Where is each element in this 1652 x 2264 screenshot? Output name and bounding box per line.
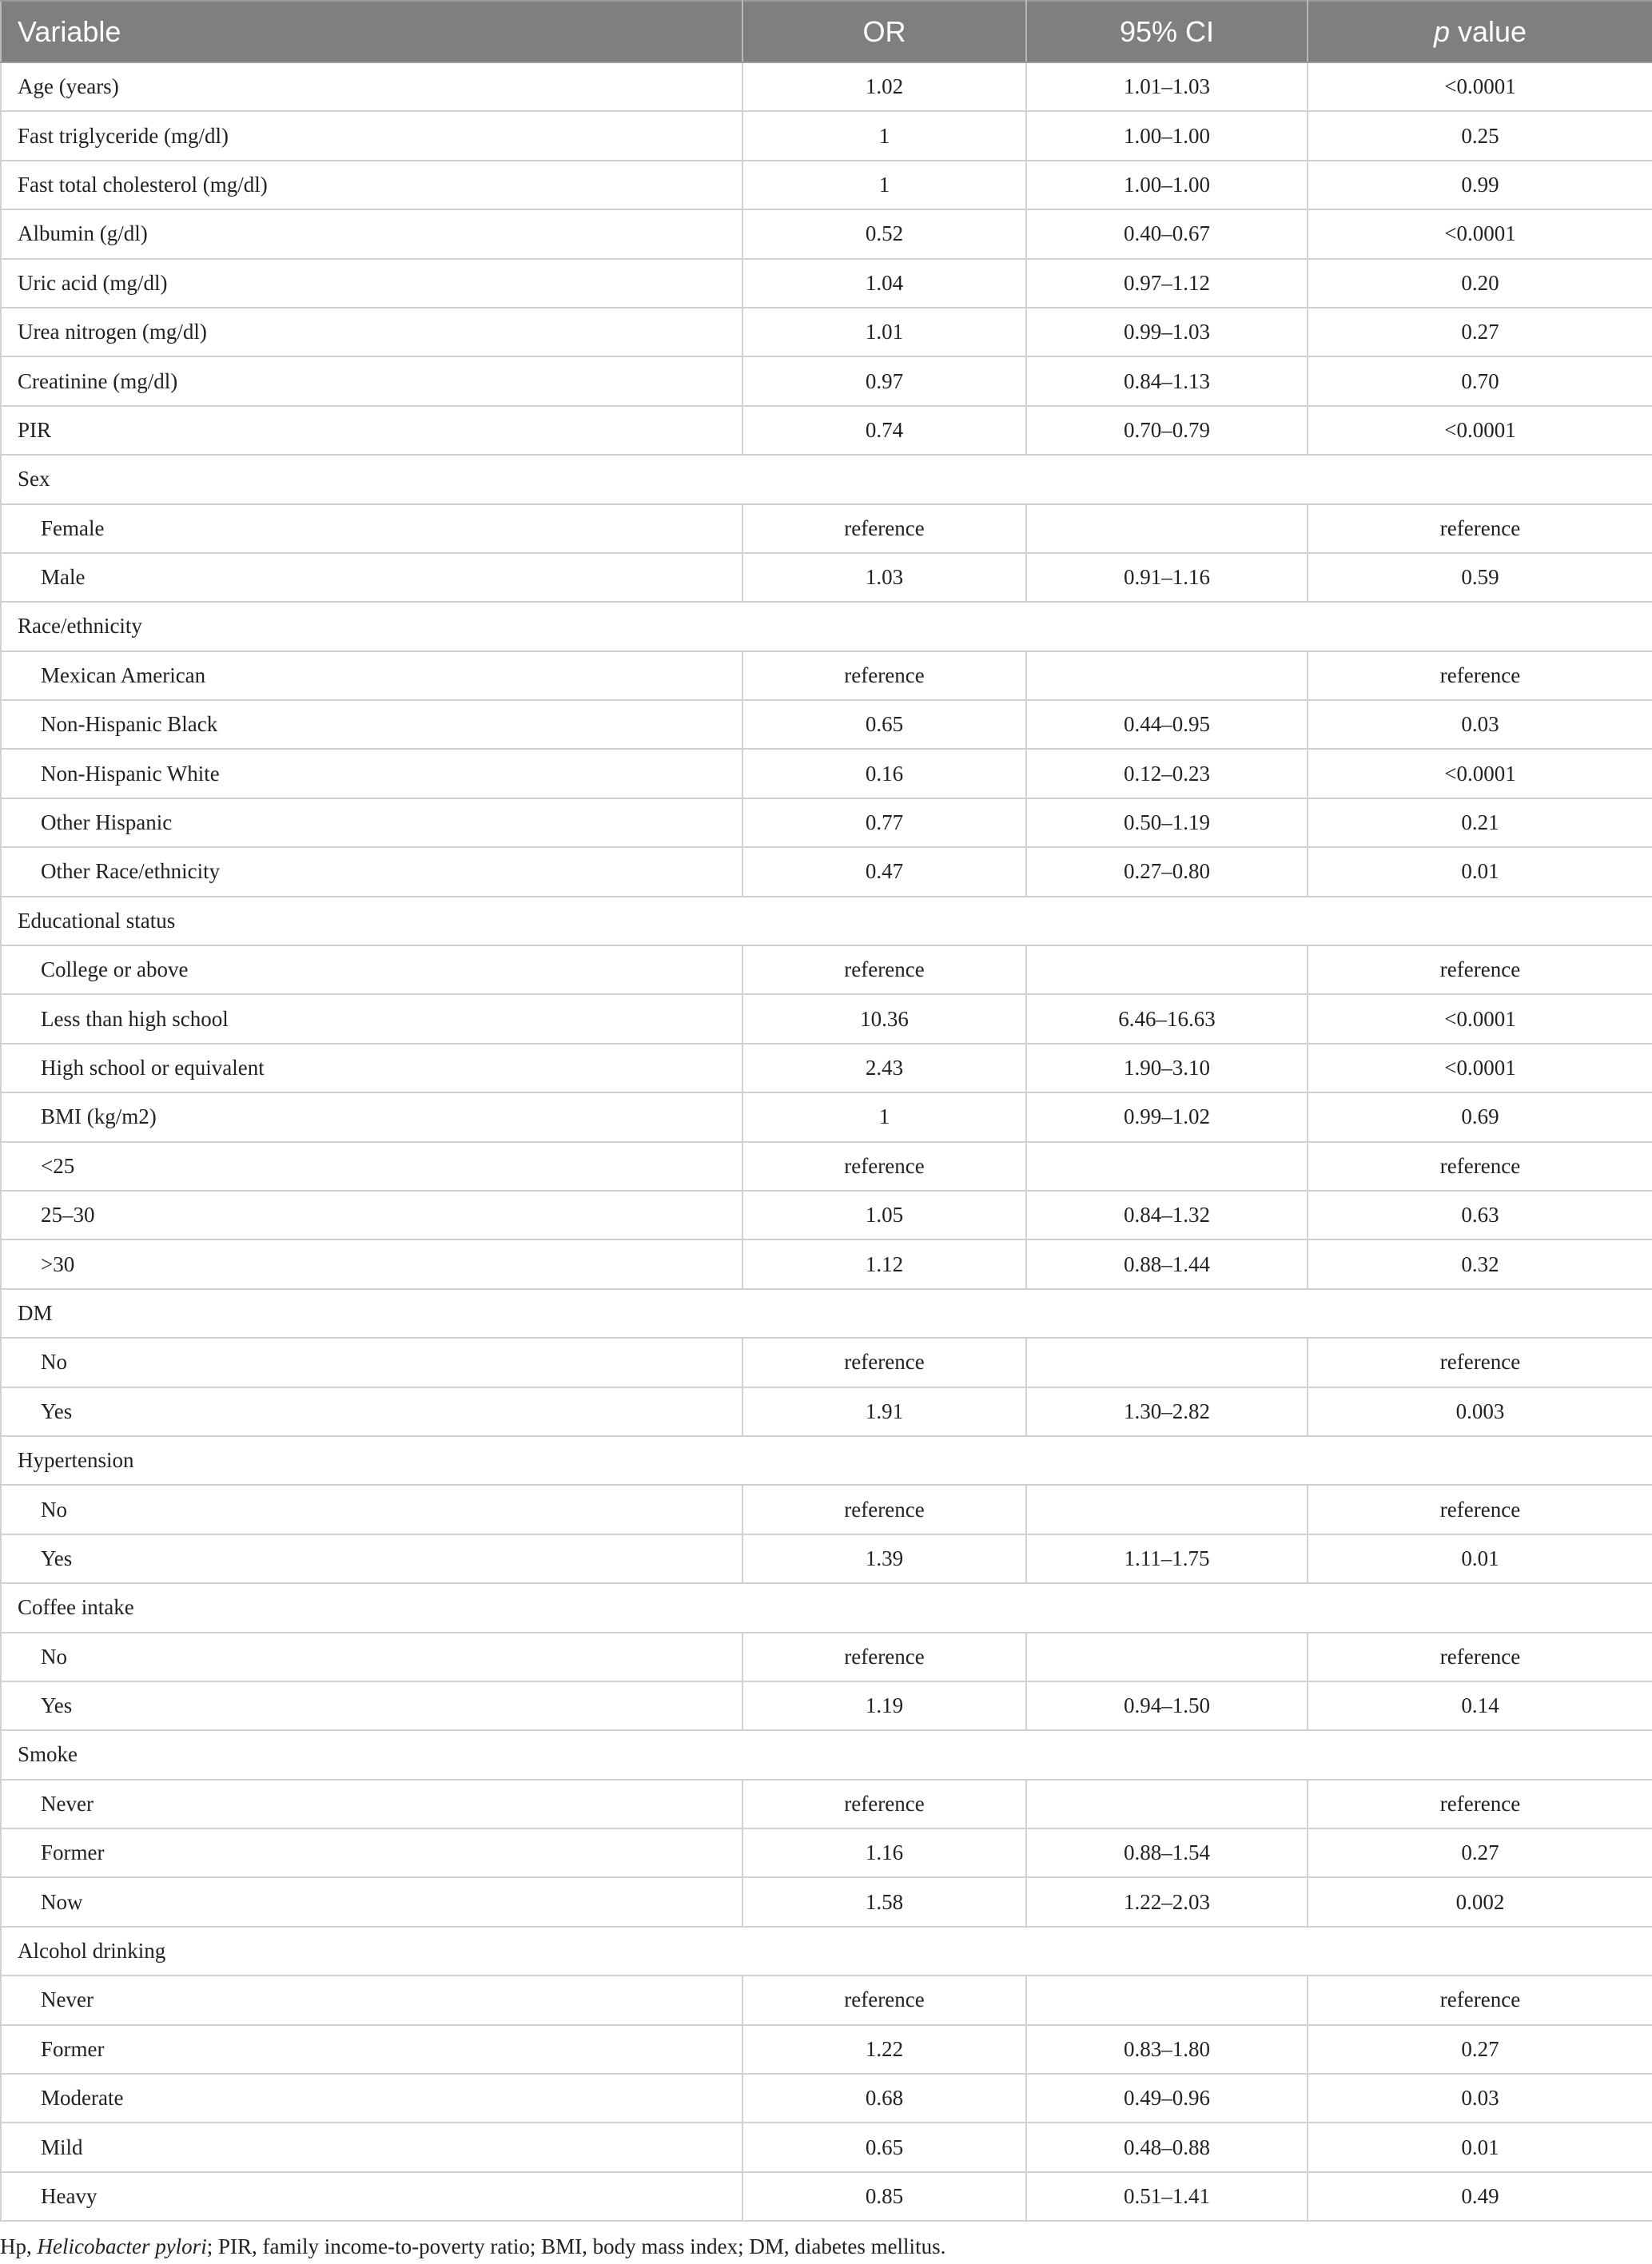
ci-cell: 0.51–1.41 bbox=[1026, 2172, 1308, 2221]
or-cell: 0.68 bbox=[742, 2074, 1026, 2123]
or-cell: 1.58 bbox=[742, 1877, 1026, 1926]
variable-cell: Less than high school bbox=[1, 994, 742, 1043]
table-row bbox=[1, 1092, 1652, 1141]
table-section-row bbox=[1, 897, 1652, 945]
ci-cell bbox=[1026, 1485, 1308, 1534]
table-row bbox=[1, 406, 1652, 455]
variable-cell: Fast total cholesterol (mg/dl) bbox=[1, 161, 742, 209]
table-row bbox=[1, 651, 1652, 700]
or-cell: reference bbox=[742, 1142, 1026, 1191]
p-value-cell: 0.14 bbox=[1308, 1681, 1652, 1730]
p-value-cell: 0.70 bbox=[1308, 356, 1652, 405]
table-row bbox=[1, 259, 1652, 308]
or-cell: 0.97 bbox=[742, 356, 1026, 405]
variable-cell: >30 bbox=[1, 1239, 742, 1288]
p-value-cell: 0.25 bbox=[1308, 111, 1652, 160]
table-row bbox=[1, 1239, 1652, 1288]
variable-cell: BMI (kg/m2) bbox=[1, 1092, 742, 1141]
ci-cell: 0.49–0.96 bbox=[1026, 2074, 1308, 2123]
variable-cell: Mild bbox=[1, 2123, 742, 2171]
or-cell: 0.65 bbox=[742, 700, 1026, 749]
or-cell: 1.22 bbox=[742, 2025, 1026, 2074]
section-label: Sex bbox=[1, 455, 1652, 503]
table-row bbox=[1, 1338, 1652, 1387]
header-p-value bbox=[1308, 1, 1652, 62]
or-cell: 1.02 bbox=[742, 62, 1026, 111]
p-value-cell: <0.0001 bbox=[1308, 62, 1652, 111]
table-row bbox=[1, 945, 1652, 994]
p-value-cell: reference bbox=[1308, 1780, 1652, 1828]
ci-cell: 6.46–16.63 bbox=[1026, 994, 1308, 1043]
or-cell: 0.65 bbox=[742, 2123, 1026, 2171]
variable-cell: Heavy bbox=[1, 2172, 742, 2221]
or-cell: 1.16 bbox=[742, 1828, 1026, 1877]
table-header-row bbox=[1, 1, 1652, 62]
ci-cell: 0.88–1.54 bbox=[1026, 1828, 1308, 1877]
p-value-cell: 0.03 bbox=[1308, 700, 1652, 749]
ci-cell: 1.11–1.75 bbox=[1026, 1534, 1308, 1583]
ci-cell bbox=[1026, 1780, 1308, 1828]
or-cell: 0.52 bbox=[742, 209, 1026, 258]
p-value-cell: 0.27 bbox=[1308, 308, 1652, 356]
or-cell: 1.04 bbox=[742, 259, 1026, 308]
p-value-cell: 0.002 bbox=[1308, 1877, 1652, 1926]
footnote-rest: ; PIR, family income-to-poverty ratio; BMI, body mass index; DM, diabetes mellitus. bbox=[206, 2234, 946, 2258]
footnote-italic: Helicobacter pylori bbox=[37, 2234, 207, 2258]
variable-cell: Uric acid (mg/dl) bbox=[1, 259, 742, 308]
section-label: Hypertension bbox=[1, 1436, 1652, 1485]
p-value-cell: <0.0001 bbox=[1308, 1044, 1652, 1092]
p-value-cell: reference bbox=[1308, 1976, 1652, 2024]
ci-cell: 0.44–0.95 bbox=[1026, 700, 1308, 749]
or-cell: 1.19 bbox=[742, 1681, 1026, 1730]
p-value-cell: reference bbox=[1308, 1142, 1652, 1191]
variable-cell: High school or equivalent bbox=[1, 1044, 742, 1092]
or-cell: 1 bbox=[742, 111, 1026, 160]
p-value-cell: 0.32 bbox=[1308, 1239, 1652, 1288]
table-section-row bbox=[1, 1583, 1652, 1632]
ci-cell bbox=[1026, 945, 1308, 994]
variable-cell: Urea nitrogen (mg/dl) bbox=[1, 308, 742, 356]
ci-cell bbox=[1026, 1142, 1308, 1191]
or-cell: 1.91 bbox=[742, 1387, 1026, 1436]
p-value-cell: reference bbox=[1308, 1633, 1652, 1681]
p-value-cell: 0.27 bbox=[1308, 1828, 1652, 1877]
variable-cell: Former bbox=[1, 2025, 742, 2074]
ci-cell: 1.00–1.00 bbox=[1026, 111, 1308, 160]
ci-cell: 0.88–1.44 bbox=[1026, 1239, 1308, 1288]
table-row bbox=[1, 1633, 1652, 1681]
table-section-row bbox=[1, 455, 1652, 503]
p-value-cell: 0.99 bbox=[1308, 161, 1652, 209]
header-variable: Variable bbox=[1, 1, 742, 62]
table-section-row bbox=[1, 602, 1652, 651]
p-value-cell: <0.0001 bbox=[1308, 994, 1652, 1043]
table-row bbox=[1, 1485, 1652, 1534]
table-body bbox=[1, 62, 1652, 2221]
or-cell: 1 bbox=[742, 161, 1026, 209]
variable-cell: Age (years) bbox=[1, 62, 742, 111]
ci-cell: 0.91–1.16 bbox=[1026, 553, 1308, 602]
table-section-row bbox=[1, 1436, 1652, 1485]
variable-cell: Never bbox=[1, 1780, 742, 1828]
variable-cell: Male bbox=[1, 553, 742, 602]
table-row bbox=[1, 111, 1652, 160]
ci-cell: 0.70–0.79 bbox=[1026, 406, 1308, 455]
or-cell: reference bbox=[742, 1338, 1026, 1387]
p-value-cell: reference bbox=[1308, 504, 1652, 553]
table-row bbox=[1, 994, 1652, 1043]
variable-cell: No bbox=[1, 1633, 742, 1681]
variable-cell: 25–30 bbox=[1, 1191, 742, 1239]
p-value-cell: 0.01 bbox=[1308, 2123, 1652, 2171]
table-row bbox=[1, 2074, 1652, 2123]
ci-cell: 0.94–1.50 bbox=[1026, 1681, 1308, 1730]
ci-cell bbox=[1026, 504, 1308, 553]
variable-cell: College or above bbox=[1, 945, 742, 994]
or-cell: 0.74 bbox=[742, 406, 1026, 455]
variable-cell: Yes bbox=[1, 1534, 742, 1583]
section-label: Coffee intake bbox=[1, 1583, 1652, 1632]
or-cell: reference bbox=[742, 651, 1026, 700]
table-row bbox=[1, 504, 1652, 553]
table-row bbox=[1, 209, 1652, 258]
variable-cell: <25 bbox=[1, 1142, 742, 1191]
or-cell: reference bbox=[742, 945, 1026, 994]
table-section-row bbox=[1, 1927, 1652, 1976]
table-row bbox=[1, 2172, 1652, 2221]
table-row bbox=[1, 1681, 1652, 1730]
table-row bbox=[1, 1387, 1652, 1436]
table-section-row bbox=[1, 1730, 1652, 1779]
table-row bbox=[1, 161, 1652, 209]
or-cell: 1.03 bbox=[742, 553, 1026, 602]
section-label: Smoke bbox=[1, 1730, 1652, 1779]
table-row bbox=[1, 847, 1652, 896]
ci-cell bbox=[1026, 1338, 1308, 1387]
table-row bbox=[1, 356, 1652, 405]
p-value-cell: 0.63 bbox=[1308, 1191, 1652, 1239]
or-cell: 0.47 bbox=[742, 847, 1026, 896]
or-cell: 1.05 bbox=[742, 1191, 1026, 1239]
table-section-row bbox=[1, 1289, 1652, 1338]
table-row bbox=[1, 798, 1652, 847]
ci-cell: 1.22–2.03 bbox=[1026, 1877, 1308, 1926]
table-row bbox=[1, 1191, 1652, 1239]
p-value-cell: 0.21 bbox=[1308, 798, 1652, 847]
table-row bbox=[1, 2025, 1652, 2074]
or-cell: 1 bbox=[742, 1092, 1026, 1141]
ci-cell: 1.30–2.82 bbox=[1026, 1387, 1308, 1436]
or-cell: reference bbox=[742, 1780, 1026, 1828]
ci-cell: 0.40–0.67 bbox=[1026, 209, 1308, 258]
variable-cell: Yes bbox=[1, 1387, 742, 1436]
variable-cell: Non-Hispanic Black bbox=[1, 700, 742, 749]
p-value-cell: reference bbox=[1308, 945, 1652, 994]
variable-cell: Now bbox=[1, 1877, 742, 1926]
p-value-cell: 0.49 bbox=[1308, 2172, 1652, 2221]
variable-cell: Fast triglyceride (mg/dl) bbox=[1, 111, 742, 160]
table-row bbox=[1, 308, 1652, 356]
p-value-cell: 0.27 bbox=[1308, 2025, 1652, 2074]
p-value-cell: 0.01 bbox=[1308, 1534, 1652, 1583]
variable-cell: Other Hispanic bbox=[1, 798, 742, 847]
or-cell: 0.85 bbox=[742, 2172, 1026, 2221]
ci-cell: 0.84–1.13 bbox=[1026, 356, 1308, 405]
table-row bbox=[1, 700, 1652, 749]
header-or: OR bbox=[742, 1, 1026, 62]
ci-cell: 1.01–1.03 bbox=[1026, 62, 1308, 111]
or-cell: reference bbox=[742, 1976, 1026, 2024]
p-value-cell: reference bbox=[1308, 1338, 1652, 1387]
p-value-cell: 0.20 bbox=[1308, 259, 1652, 308]
variable-cell: Non-Hispanic White bbox=[1, 749, 742, 798]
variable-cell: Female bbox=[1, 504, 742, 553]
section-label: Race/ethnicity bbox=[1, 602, 1652, 651]
table-row bbox=[1, 62, 1652, 111]
variable-cell: No bbox=[1, 1485, 742, 1534]
table-row bbox=[1, 1534, 1652, 1583]
or-cell: 0.16 bbox=[742, 749, 1026, 798]
ci-cell bbox=[1026, 1976, 1308, 2024]
variable-cell: Creatinine (mg/dl) bbox=[1, 356, 742, 405]
table-row bbox=[1, 1828, 1652, 1877]
ci-cell: 1.00–1.00 bbox=[1026, 161, 1308, 209]
table-footnote bbox=[0, 2234, 945, 2259]
p-value-cell: 0.59 bbox=[1308, 553, 1652, 602]
table-row bbox=[1, 749, 1652, 798]
p-value-cell: 0.03 bbox=[1308, 2074, 1652, 2123]
or-cell: reference bbox=[742, 1485, 1026, 1534]
ci-cell: 0.48–0.88 bbox=[1026, 2123, 1308, 2171]
variable-cell: Moderate bbox=[1, 2074, 742, 2123]
ci-cell: 0.99–1.03 bbox=[1026, 308, 1308, 356]
ci-cell: 0.84–1.32 bbox=[1026, 1191, 1308, 1239]
or-cell: 1.12 bbox=[742, 1239, 1026, 1288]
or-cell: 0.77 bbox=[742, 798, 1026, 847]
header-ci: 95% CI bbox=[1026, 1, 1308, 62]
ci-cell bbox=[1026, 1633, 1308, 1681]
or-cell: 10.36 bbox=[742, 994, 1026, 1043]
variable-cell: Albumin (g/dl) bbox=[1, 209, 742, 258]
section-label: Educational status bbox=[1, 897, 1652, 945]
or-cell: reference bbox=[742, 504, 1026, 553]
table-row bbox=[1, 2123, 1652, 2171]
variable-cell: Former bbox=[1, 1828, 742, 1877]
section-label: DM bbox=[1, 1289, 1652, 1338]
variable-cell: Mexican American bbox=[1, 651, 742, 700]
p-value-cell: <0.0001 bbox=[1308, 749, 1652, 798]
ci-cell bbox=[1026, 651, 1308, 700]
ci-cell: 1.90–3.10 bbox=[1026, 1044, 1308, 1092]
ci-cell: 0.27–0.80 bbox=[1026, 847, 1308, 896]
variable-cell: PIR bbox=[1, 406, 742, 455]
table-row bbox=[1, 1877, 1652, 1926]
ci-cell: 0.99–1.02 bbox=[1026, 1092, 1308, 1141]
p-value-cell: reference bbox=[1308, 1485, 1652, 1534]
or-cell: 2.43 bbox=[742, 1044, 1026, 1092]
ci-cell: 0.83–1.80 bbox=[1026, 2025, 1308, 2074]
ci-cell: 0.12–0.23 bbox=[1026, 749, 1308, 798]
ci-cell: 0.97–1.12 bbox=[1026, 259, 1308, 308]
or-cell: 1.01 bbox=[742, 308, 1026, 356]
ci-cell: 0.50–1.19 bbox=[1026, 798, 1308, 847]
or-cell: 1.39 bbox=[742, 1534, 1026, 1583]
table-row bbox=[1, 1976, 1652, 2024]
p-value-cell: reference bbox=[1308, 651, 1652, 700]
variable-cell: No bbox=[1, 1338, 742, 1387]
or-cell: reference bbox=[742, 1633, 1026, 1681]
table-row bbox=[1, 1142, 1652, 1191]
variable-cell: Other Race/ethnicity bbox=[1, 847, 742, 896]
section-label: Alcohol drinking bbox=[1, 1927, 1652, 1976]
header-p-rest: value bbox=[1449, 14, 1527, 48]
header-p-italic: p bbox=[1433, 14, 1450, 48]
p-value-cell: <0.0001 bbox=[1308, 406, 1652, 455]
table-row bbox=[1, 1044, 1652, 1092]
variable-cell: Yes bbox=[1, 1681, 742, 1730]
p-value-cell: <0.0001 bbox=[1308, 209, 1652, 258]
p-value-cell: 0.69 bbox=[1308, 1092, 1652, 1141]
p-value-cell: 0.003 bbox=[1308, 1387, 1652, 1436]
variable-cell: Never bbox=[1, 1976, 742, 2024]
table-row bbox=[1, 1780, 1652, 1828]
table-row bbox=[1, 553, 1652, 602]
p-value-cell: 0.01 bbox=[1308, 847, 1652, 896]
footnote-prefix: Hp, bbox=[0, 2234, 38, 2258]
